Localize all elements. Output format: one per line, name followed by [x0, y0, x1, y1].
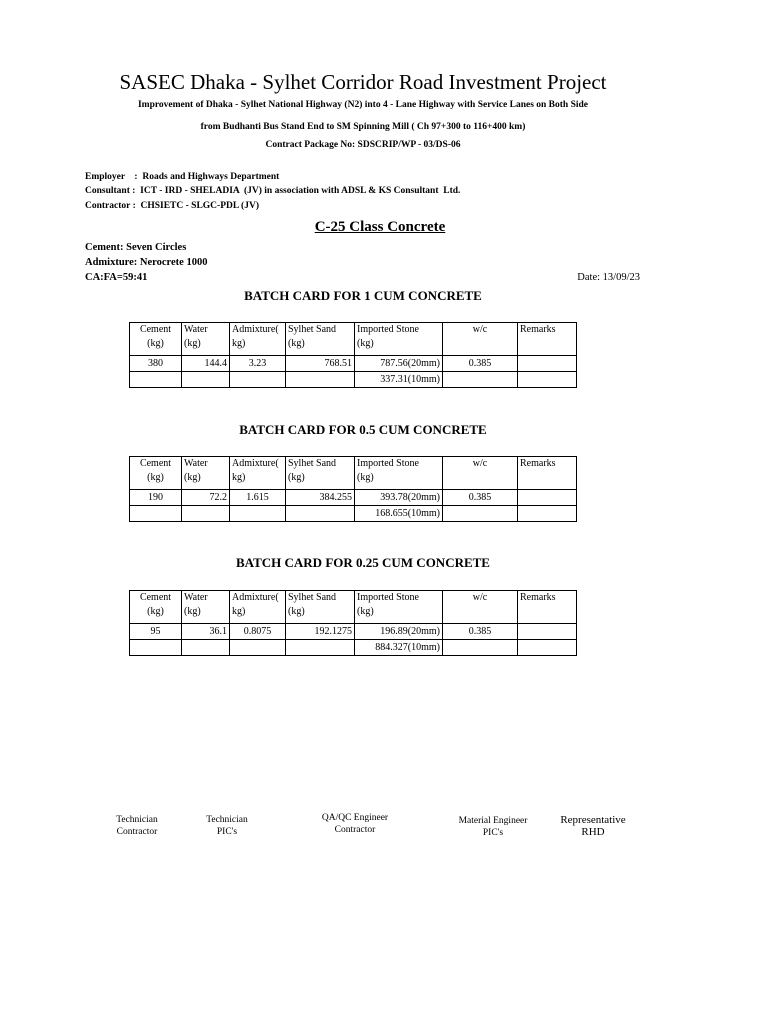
col-imported-stone: Imported Stone (kg): [355, 457, 443, 490]
sand-value: 384.255: [286, 490, 355, 506]
col-sylhet-sand: Sylhet Sand (kg): [286, 323, 355, 356]
stone-20mm-value: 196.89(20mm): [355, 624, 443, 640]
col-wc: w/c: [443, 457, 518, 490]
admixture-value: 3.23: [230, 356, 286, 372]
col-cement: Cement (kg): [130, 591, 182, 624]
remarks-value: [518, 624, 577, 640]
table-header-row: [130, 591, 577, 624]
col-remarks: Remarks: [518, 323, 577, 356]
table-row: [130, 356, 577, 372]
col-admixture: Admixture( kg): [230, 323, 286, 356]
water-value: 144.4: [182, 356, 230, 372]
signature-qaqc-engineer: QA/QC Engineer Contractor: [321, 813, 389, 835]
cement-value: 380: [130, 356, 182, 372]
wc-value: 0.385: [443, 490, 518, 506]
batch-heading: BATCH CARD FOR 0.25 CUM CONCRETE: [236, 555, 490, 570]
consultant-line: Consultant : ICT - IRD - SHELADIA (JV) in association with ADSL & KS Consultant Ltd.: [85, 186, 461, 196]
concrete-class-title: C-25 Class Concrete: [314, 219, 446, 235]
water-value: 72.2: [182, 490, 230, 506]
sand-value: 768.51: [286, 356, 355, 372]
stone-10mm-value: 884.327(10mm): [355, 640, 443, 656]
batch-table: [129, 590, 577, 656]
admixture-value: 1.615: [230, 490, 286, 506]
employer-line: Employer : Roads and Highways Department: [85, 172, 280, 182]
col-sylhet-sand: Sylhet Sand (kg): [286, 591, 355, 624]
contract-package: Contract Package No: SDSCRIP/WP - 03/DS-06: [265, 140, 461, 150]
stone-10mm-value: 337.31(10mm): [355, 372, 443, 388]
remarks-value: [518, 490, 577, 506]
signature-representative-rhd: Representative RHD: [560, 814, 626, 838]
col-admixture: Admixture( kg): [230, 457, 286, 490]
batch-heading: BATCH CARD FOR 0.5 CUM CONCRETE: [239, 422, 487, 437]
col-water: Water (kg): [182, 591, 230, 624]
stone-20mm-value: 393.78(20mm): [355, 490, 443, 506]
table-row: [130, 506, 577, 522]
sand-value: 192.1275: [286, 624, 355, 640]
signature-technician-contractor: Technician Contractor: [116, 815, 158, 837]
col-water: Water (kg): [182, 457, 230, 490]
col-wc: w/c: [443, 591, 518, 624]
admixture-value: 0.8075: [230, 624, 286, 640]
contractor-line: Contractor : CHSIETC - SLGC-PDL (JV): [85, 201, 259, 211]
col-imported-stone: Imported Stone (kg): [355, 591, 443, 624]
subtitle-line-1: Improvement of Dhaka - Sylhet National Highway (N2) into 4 - Lane Highway with Service Lanes on Both Side: [137, 100, 589, 110]
col-remarks: Remarks: [518, 591, 577, 624]
batch-table: [129, 322, 577, 388]
stone-10mm-value: 168.655(10mm): [355, 506, 443, 522]
col-admixture: Admixture( kg): [230, 591, 286, 624]
col-water: Water (kg): [182, 323, 230, 356]
wc-value: 0.385: [443, 356, 518, 372]
signature-material-engineer: Material Engineer PIC's: [458, 816, 528, 838]
col-sylhet-sand: Sylhet Sand (kg): [286, 457, 355, 490]
remarks-value: [518, 356, 577, 372]
col-imported-stone: Imported Stone (kg): [355, 323, 443, 356]
admixture-type: Admixture: Nerocrete 1000: [85, 257, 208, 268]
col-cement: Cement (kg): [130, 457, 182, 490]
date-label: Date: 13/09/23: [577, 272, 640, 283]
batch-heading: BATCH CARD FOR 1 CUM CONCRETE: [244, 288, 482, 303]
ca-fa-ratio: CA:FA=59:41: [85, 272, 148, 283]
wc-value: 0.385: [443, 624, 518, 640]
stone-20mm-value: 787.56(20mm): [355, 356, 443, 372]
signature-technician-pics: Technician PIC's: [206, 815, 248, 837]
table-row: [130, 624, 577, 640]
col-cement: Cement (kg): [130, 323, 182, 356]
col-remarks: Remarks: [518, 457, 577, 490]
water-value: 36.1: [182, 624, 230, 640]
table-header-row: [130, 457, 577, 490]
table-row: [130, 372, 577, 388]
cement-value: 95: [130, 624, 182, 640]
page-title: SASEC Dhaka - Sylhet Corridor Road Investment Project: [119, 70, 607, 94]
cement-value: 190: [130, 490, 182, 506]
table-row: [130, 640, 577, 656]
table-row: [130, 490, 577, 506]
subtitle-line-2: from Budhanti Bus Stand End to SM Spinning Mill ( Ch 97+300 to 116+400 km): [200, 122, 526, 132]
table-header-row: [130, 323, 577, 356]
col-wc: w/c: [443, 323, 518, 356]
cement-type: Cement: Seven Circles: [85, 242, 187, 253]
batch-table: [129, 456, 577, 522]
